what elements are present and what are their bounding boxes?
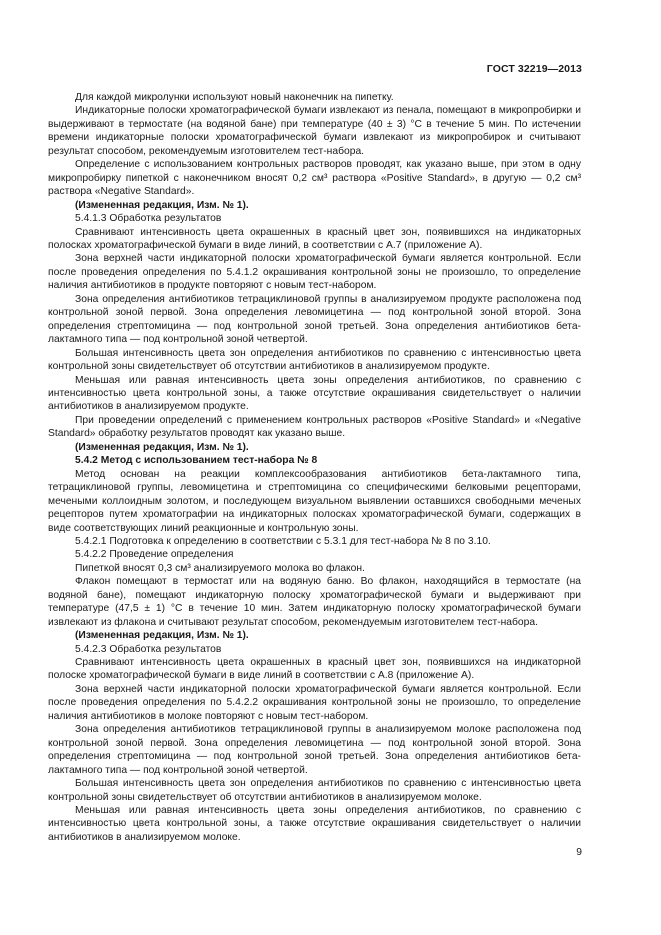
paragraph: Пипеткой вносят 0,3 см³ анализируемого молока во флакон. [75,562,365,574]
subsection-heading: 5.4.2.3 Обработка результатов [75,643,222,655]
section-heading: 5.4.2 Метод с использованием тест-набора № 8 [75,455,318,467]
document-body [48,91,581,844]
paragraph: Определение с использованием контрольных растворов проводят, как указано выше, при этом в одну микропробирку пипеткой с наконечником вносят 0,2 см³ раствора «Positive Standard», в другую — 0,2 см³ раствора «Negative Standard». [48,159,581,198]
paragraph: При проведении определений с применением контрольных растворов «Positive Standard» и «Negative Standard» обработку результатов проводят как указано выше. [48,414,581,440]
paragraph: Сравнивают интенсивность цвета окрашенных в красный цвет зон, появившихся на индикаторной полоске хроматографической бумаги в виде линий в соответствии с А.8 (приложение А). [48,657,581,682]
paragraph: Сравнивают интенсивность цвета окрашенных в красный цвет зон, появившихся на индикаторных полосках хроматографической бумаги в виде линий, в соответствии с А.7 (приложение А). [48,226,581,251]
paragraph: Меньшая или равная интенсивность цвета зоны определения антибиотиков, по сравнению с интенсивностью цвета контрольной зоны, а также отсутствие окрашивания свидетельствует о наличии антибиотиков в анализируемом молоке. [48,805,581,843]
page-number: 9 [576,847,582,858]
subsection-heading: 5.4.2.1 Подготовка к определению в соответствии с 5.3.1 для тест-набора № 8 по 3.10. [75,535,491,547]
subsection-heading: 5.4.1.3 Обработка результатов [75,213,222,225]
paragraph: Зона определения антибиотиков тетрациклиновой группы в анализируемом молоке расположена под контрольной зоной первой. Зона определения левомицетина — под контрольной зоной второй. Зона определения стрептомицина — под контрольной зоной третьей. Зона определения антибиотиков бета-лактамного типа — под контрольной зоной четвертой. [48,724,581,776]
paragraph: Флакон помещают в термостат или на водяную баню. Во флакон, находящийся в термостате (на водяной бане), помещают индикаторную полоску хроматографической бумаги и выдерживают при температуре (47,5 ± 1) °С в течение 10 мин. Затем индикаторную полоску хроматографической бумаги извлекают из флакона и считывают результат способом, рекомендуемым изготовителем тест-набора. [48,576,581,628]
paragraph: Зона верхней части индикаторной полоски хроматографической бумаги является контрольной. Если после проведения определения по 5.4.2.2 окрашивания контрольной зоны не произошло, то определение наличия антибиотиков в молоке повторяют с новым тест-набором. [48,683,581,722]
paragraph: Меньшая или равная интенсивность цвета зоны определения антибиотиков, по сравнению с интенсивностью цвета контрольной зоны, а также отсутствие окрашивания свидетельствует о наличии антибиотиков в анализируемом продукте. [48,374,581,413]
paragraph: Для каждой микролунки используют новый наконечник на пипетку. [75,92,394,103]
paragraph: Зона верхней части индикаторной полоски хроматографической бумаги является контрольной. Если после проведения определения по 5.4.1.2 окрашивания контрольной зоны не произошло, то определение наличия антибиотиков в продукте повторяют с новым тест-набором. [48,253,581,292]
subsection-heading: 5.4.2.2 Проведение определения [75,549,234,561]
amendment-note: (Измененная редакция, Изм. № 1). [75,630,249,642]
paragraph: Метод основан на реакции комплексообразования антибиотиков бета-лактамного типа, тетрациклиновой группы, левомицетина и стрептомицина со специфическими белковыми рецепторами, мечеными коллоидным золотом, и последующем визуальном выявлении оставшихся свободными меченых рецепторов путем хроматографии на индикаторных полосках хроматографической бумаги, содержащих в виде соответствующих линий реакционные и контрольную зоны. [48,468,581,534]
paragraph: Большая интенсивность цвета зон определения антибиотиков по сравнению с интенсивностью цвета контрольной зоны свидетельствует об отсутствии антибиотиков в анализируемом продукте. [48,347,581,373]
paragraph: Индикаторные полоски хроматографической бумаги извлекают из пенала, помещают в микропробирки и выдерживают в термостате (на водяной бане) при температуре (40 ± 3) °С в течение 5 мин. По истечении времени индикаторные полоски хроматографической бумаги извлекают из микропробирок и считывают результат способом, рекомендуемым изготовителем тест-набора. [48,105,581,157]
amendment-note: (Измененная редакция, Изм. № 1). [75,199,249,211]
standard-header: ГОСТ 32219—2013 [486,63,582,75]
amendment-note: (Измененная редакция, Изм. № 1). [75,441,249,453]
paragraph: Большая интенсивность цвета зон определения антибиотиков по сравнению с интенсивностью цвета контрольной зоны свидетельствует об отсутствии антибиотиков в анализируемом молоке. [48,778,581,803]
paragraph: Зона определения антибиотиков тетрациклиновой группы в анализируемом продукте расположена под контрольной зоной первой. Зона определения левомицетина — под контрольной зоной второй. Зона определения стрептомицина — под контрольной зоной третьей. Зона определения антибиотиков бета-лактамного типа — под контрольной зоной четвертой. [48,293,581,346]
